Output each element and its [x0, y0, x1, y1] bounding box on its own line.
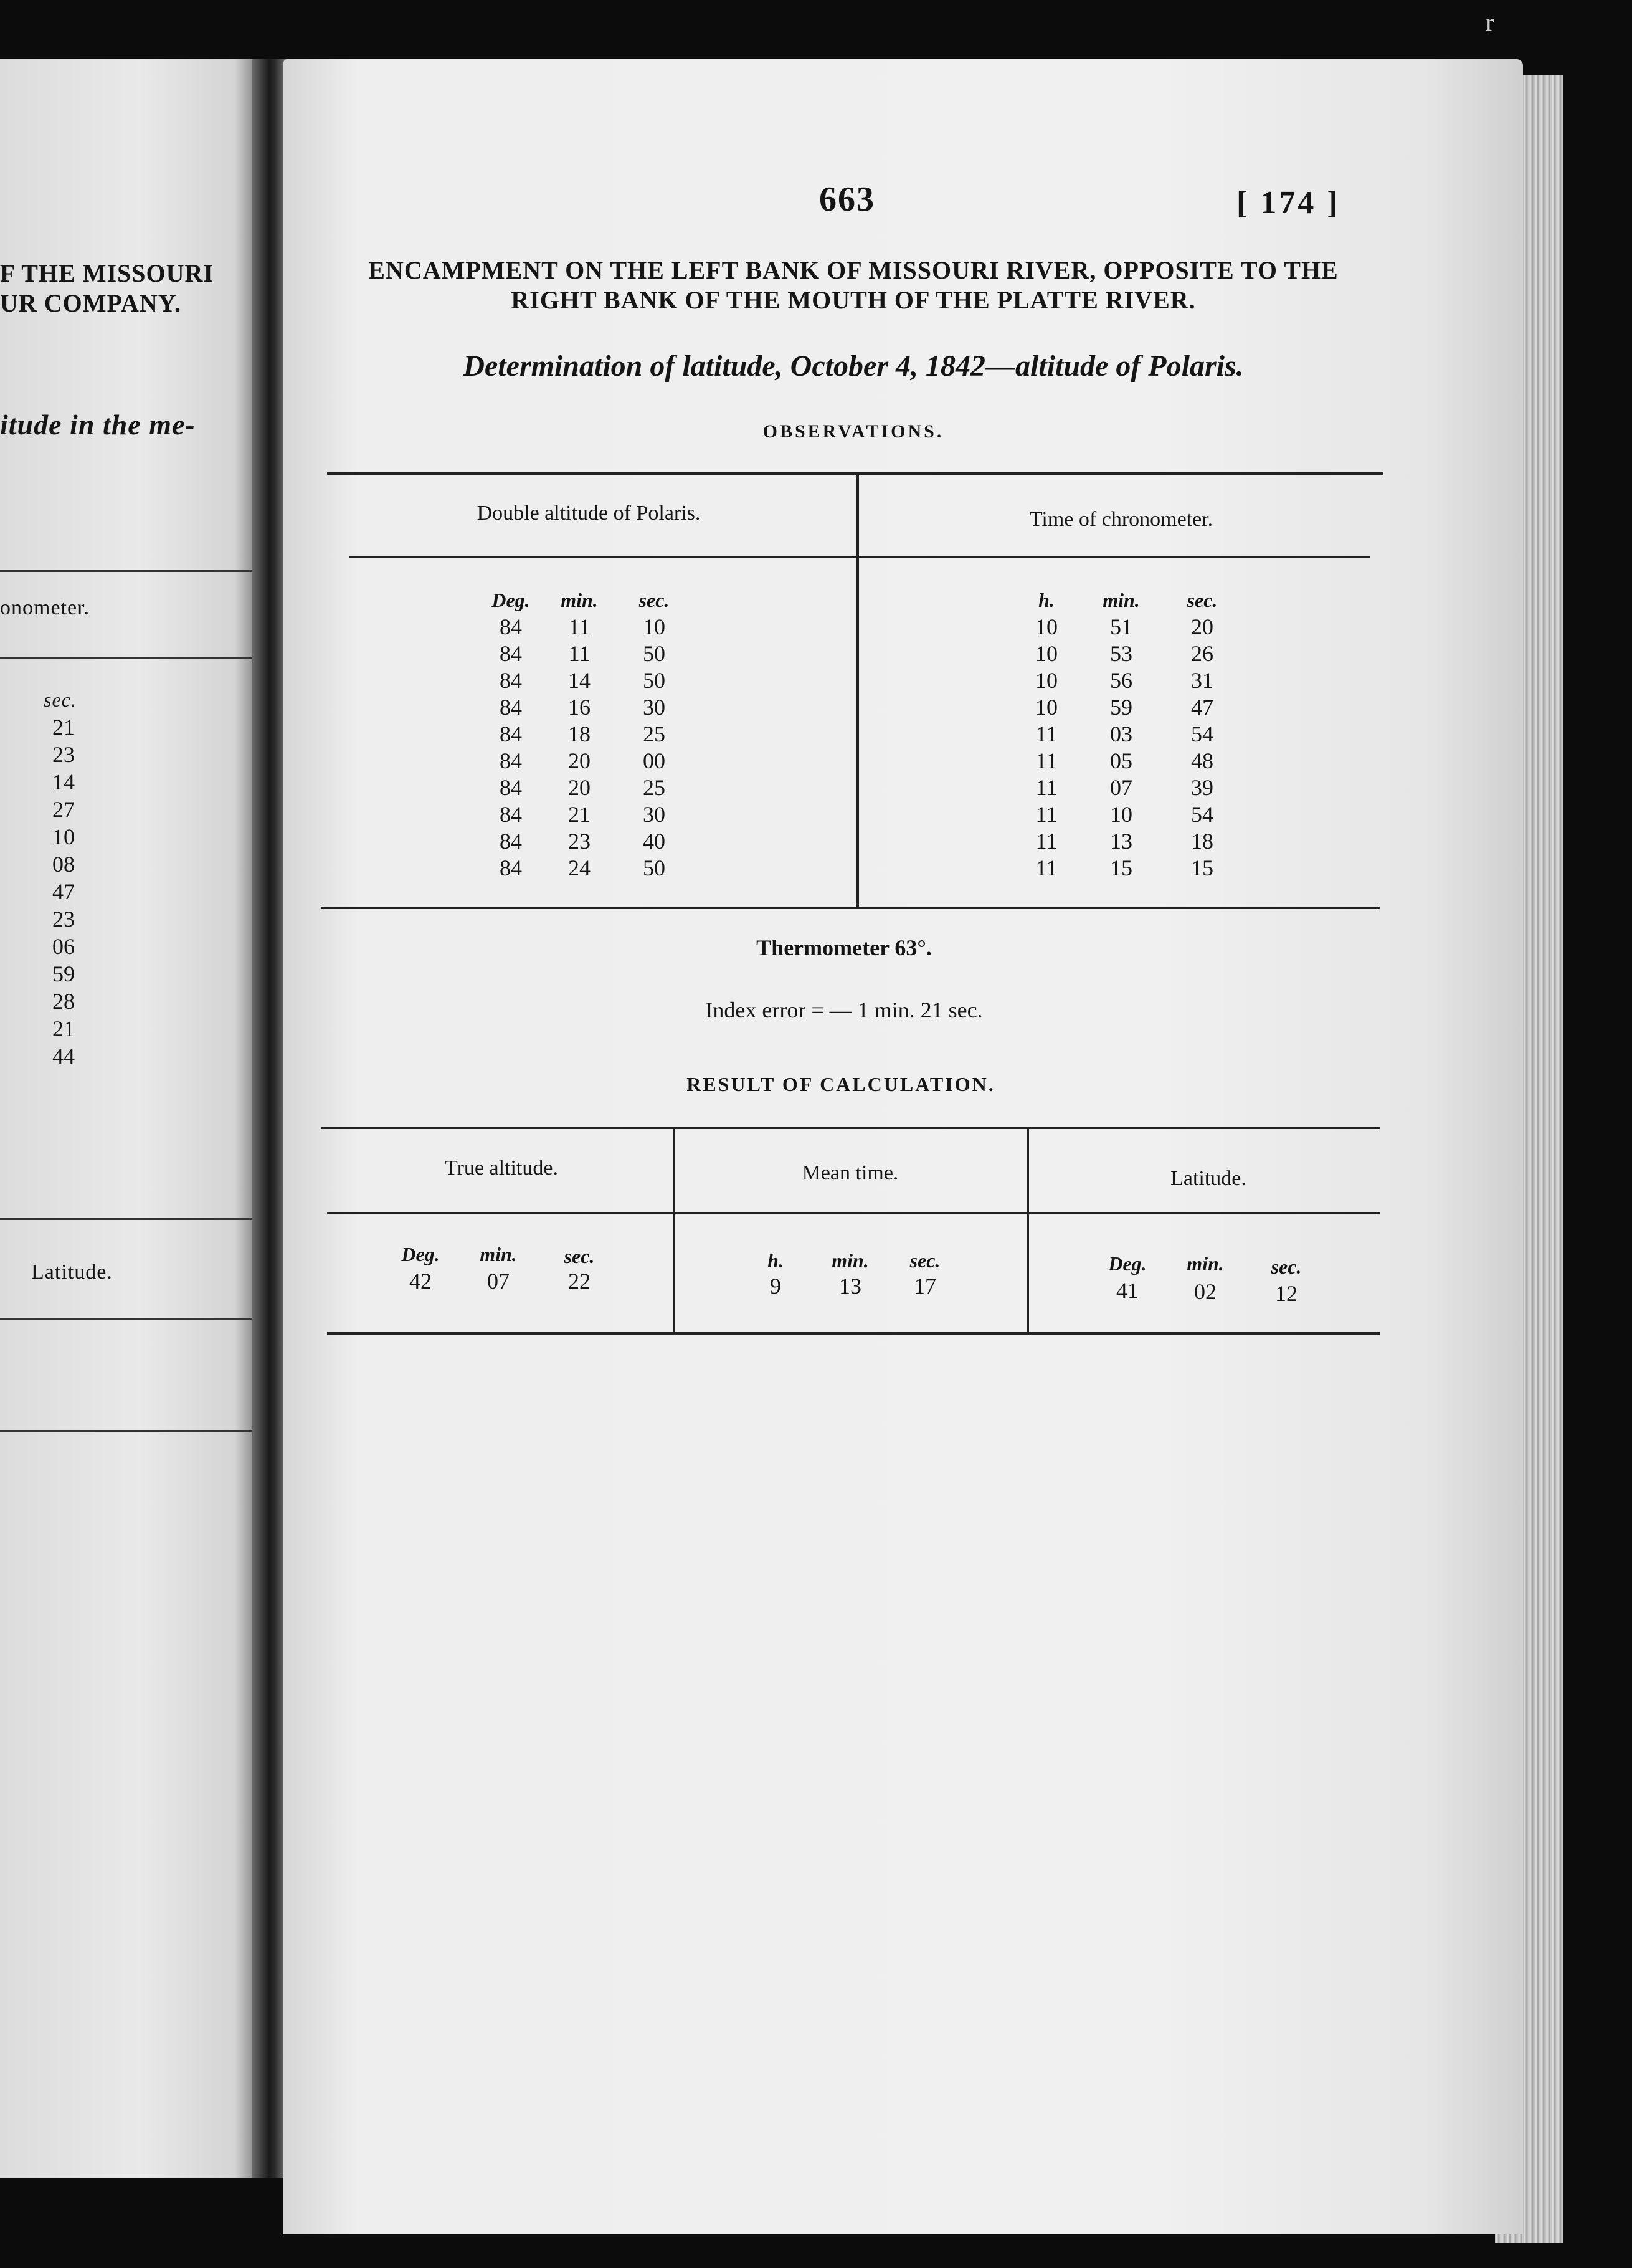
latitude-deg: 41 — [1116, 1278, 1139, 1303]
left-page-value: 44 — [52, 1044, 75, 1069]
altitude-deg-cell: 84 — [500, 855, 522, 880]
unit-sec: sec. — [564, 1245, 595, 1267]
time-hours-cell: 10 — [1035, 614, 1058, 639]
altitude-deg-cell: 84 — [500, 695, 522, 720]
altitude-deg-cell: 84 — [500, 722, 522, 746]
latitude-sec: 12 — [1275, 1281, 1298, 1306]
mean-time-hours: 9 — [770, 1274, 781, 1298]
left-page-value: 10 — [52, 824, 75, 849]
result-divider-1 — [673, 1129, 675, 1335]
left-page-value: 21 — [52, 715, 75, 740]
left-page-rule — [0, 1430, 255, 1432]
true-altitude-sec: 22 — [568, 1269, 591, 1294]
unit-sec: sec. — [909, 1249, 941, 1272]
unit-min: min. — [1187, 1252, 1224, 1275]
latitude-header: Latitude. — [1170, 1167, 1246, 1190]
time-hours-cell: 11 — [1035, 775, 1058, 800]
result-top-rule — [321, 1127, 1380, 1129]
altitude-deg-cell: 84 — [500, 668, 522, 693]
time-min-cell: 15 — [1110, 855, 1132, 880]
left-page-value: 28 — [52, 989, 75, 1014]
unit-sec: sec. — [638, 589, 670, 611]
time-min-cell: 56 — [1110, 668, 1132, 693]
index-error: Index error = — 1 min. 21 sec. — [705, 998, 983, 1022]
altitude-deg-cell: 84 — [500, 775, 522, 800]
left-page-heading-line-1: F THE MISSOURI — [0, 259, 214, 287]
report-number: [ 174 ] — [1236, 185, 1340, 221]
unit-deg: Deg. — [401, 1243, 440, 1265]
left-page-sec-label: sec. — [44, 688, 77, 711]
left-page-value: 06 — [52, 934, 75, 959]
chronometer-time-header: Time of chronometer. — [1029, 508, 1213, 531]
result-header-rule — [327, 1212, 1380, 1214]
time-min-cell: 13 — [1110, 829, 1132, 854]
altitude-min-cell: 11 — [568, 614, 591, 639]
time-hours-cell: 10 — [1035, 668, 1058, 693]
table-bottom-rule — [321, 907, 1380, 909]
altitude-deg-cell: 84 — [500, 641, 522, 666]
time-hours-cell: 11 — [1035, 802, 1058, 827]
heading-line-1: ENCAMPMENT ON THE LEFT BANK OF MISSOURI RIVER, OPPOSITE TO THE — [368, 256, 1339, 284]
unit-hours: h. — [767, 1249, 784, 1272]
left-page-value: 23 — [52, 907, 75, 932]
altitude-sec-cell: 50 — [643, 641, 665, 666]
left-page-column-label: onometer. — [0, 596, 90, 619]
time-hours-column — [1015, 614, 1078, 882]
time-min-cell: 10 — [1110, 802, 1132, 827]
left-page-rule — [0, 1218, 255, 1220]
true-altitude-min: 07 — [487, 1269, 510, 1294]
time-sec-cell: 54 — [1191, 802, 1213, 827]
altitude-min-cell: 21 — [568, 802, 591, 827]
altitude-sec-cell: 25 — [643, 722, 665, 746]
thermometer-reading: Thermometer 63°. — [756, 935, 932, 960]
left-page-value: 21 — [52, 1016, 75, 1041]
altitude-sec-cell: 30 — [643, 802, 665, 827]
left-page-value: 47 — [52, 879, 75, 904]
mean-time-min: 13 — [839, 1274, 861, 1298]
time-min-cell: 59 — [1110, 695, 1132, 720]
time-sec-cell: 26 — [1191, 641, 1213, 666]
altitude-sec-cell: 50 — [643, 855, 665, 880]
left-page-rule — [0, 570, 255, 572]
unit-sec: sec. — [1187, 589, 1218, 611]
time-hours-cell: 11 — [1035, 748, 1058, 773]
altitude-min-cell: 11 — [568, 641, 591, 666]
time-hours-cell: 10 — [1035, 641, 1058, 666]
column-divider — [856, 475, 859, 908]
left-page-rule — [0, 657, 255, 659]
table-top-rule — [327, 472, 1383, 475]
left-page-fragment — [0, 59, 255, 2178]
result-title: RESULT OF CALCULATION. — [686, 1073, 995, 1095]
altitude-sec-cell: 50 — [643, 668, 665, 693]
time-sec-cell: 18 — [1191, 829, 1213, 854]
left-page-rule — [0, 1318, 255, 1320]
observations-title: OBSERVATIONS. — [762, 421, 944, 442]
time-min-cell: 53 — [1110, 641, 1132, 666]
altitude-deg-cell: 84 — [500, 829, 522, 854]
left-page-value: 14 — [52, 770, 75, 794]
header-bottom-rule — [349, 556, 1370, 558]
unit-deg: Deg. — [1108, 1252, 1147, 1275]
altitude-min-cell: 24 — [568, 855, 591, 880]
time-min-cell: 51 — [1110, 614, 1132, 639]
left-page-latitude-label: Latitude. — [31, 1260, 113, 1284]
time-min-cell: 03 — [1110, 722, 1132, 746]
altitude-deg-column — [480, 614, 542, 882]
altitude-deg-cell: 84 — [500, 802, 522, 827]
time-sec-column — [1171, 614, 1233, 882]
time-sec-cell: 39 — [1191, 775, 1213, 800]
altitude-min-column — [548, 614, 610, 882]
altitude-sec-cell: 30 — [643, 695, 665, 720]
altitude-sec-column — [623, 614, 685, 882]
time-sec-cell: 47 — [1191, 695, 1213, 720]
corner-mark: r — [1486, 8, 1494, 36]
left-page-value: 08 — [52, 852, 75, 877]
document-page — [283, 59, 1523, 2234]
encampment-heading — [324, 255, 1383, 315]
left-page-heading-line-2: UR COMPANY. — [0, 289, 181, 317]
time-hours-cell: 11 — [1035, 829, 1058, 854]
unit-deg: Deg. — [491, 589, 530, 611]
unit-sec: sec. — [1271, 1256, 1302, 1278]
unit-min: min. — [832, 1249, 869, 1272]
time-sec-cell: 31 — [1191, 668, 1213, 693]
time-sec-cell: 54 — [1191, 722, 1213, 746]
altitude-min-cell: 14 — [568, 668, 591, 693]
left-page-value: 59 — [52, 961, 75, 986]
unit-hours: h. — [1038, 589, 1055, 611]
unit-min: min. — [480, 1243, 517, 1265]
altitude-sec-cell: 40 — [643, 829, 665, 854]
result-bottom-rule — [327, 1332, 1380, 1335]
left-page-value: 27 — [52, 797, 75, 822]
left-page-value: 23 — [52, 742, 75, 767]
result-divider-2 — [1027, 1129, 1029, 1335]
altitude-sec-cell: 10 — [643, 614, 665, 639]
altitude-min-cell: 16 — [568, 695, 591, 720]
time-min-column — [1090, 614, 1152, 882]
time-sec-cell: 20 — [1191, 614, 1213, 639]
time-min-cell: 05 — [1110, 748, 1132, 773]
altitude-sec-cell: 25 — [643, 775, 665, 800]
time-hours-cell: 11 — [1035, 722, 1058, 746]
altitude-sec-cell: 00 — [643, 748, 665, 773]
latitude-min: 02 — [1194, 1279, 1217, 1304]
unit-min: min. — [1103, 589, 1140, 611]
true-altitude-deg: 42 — [409, 1269, 432, 1294]
altitude-deg-cell: 84 — [500, 748, 522, 773]
altitude-min-cell: 20 — [568, 775, 591, 800]
time-sec-cell: 48 — [1191, 748, 1213, 773]
time-hours-cell: 11 — [1035, 855, 1058, 880]
time-min-cell: 07 — [1110, 775, 1132, 800]
left-page-values — [37, 713, 75, 1070]
time-sec-cell: 15 — [1191, 855, 1213, 880]
altitude-min-cell: 20 — [568, 748, 591, 773]
determination-subheading: Determination of latitude, October 4, 1842—altitude of Polaris. — [463, 350, 1244, 383]
altitude-min-cell: 23 — [568, 829, 591, 854]
unit-min: min. — [561, 589, 598, 611]
heading-line-2: RIGHT BANK OF THE MOUTH OF THE PLATTE RIVER. — [511, 286, 1196, 314]
double-altitude-header: Double altitude of Polaris. — [477, 502, 701, 525]
mean-time-sec: 17 — [914, 1274, 936, 1298]
page-number: 663 — [819, 180, 875, 219]
time-hours-cell: 10 — [1035, 695, 1058, 720]
left-page-subheading: itude in the me- — [0, 409, 196, 441]
true-altitude-header: True altitude. — [445, 1156, 558, 1179]
altitude-deg-cell: 84 — [500, 614, 522, 639]
altitude-min-cell: 18 — [568, 722, 591, 746]
mean-time-header: Mean time. — [802, 1161, 899, 1184]
